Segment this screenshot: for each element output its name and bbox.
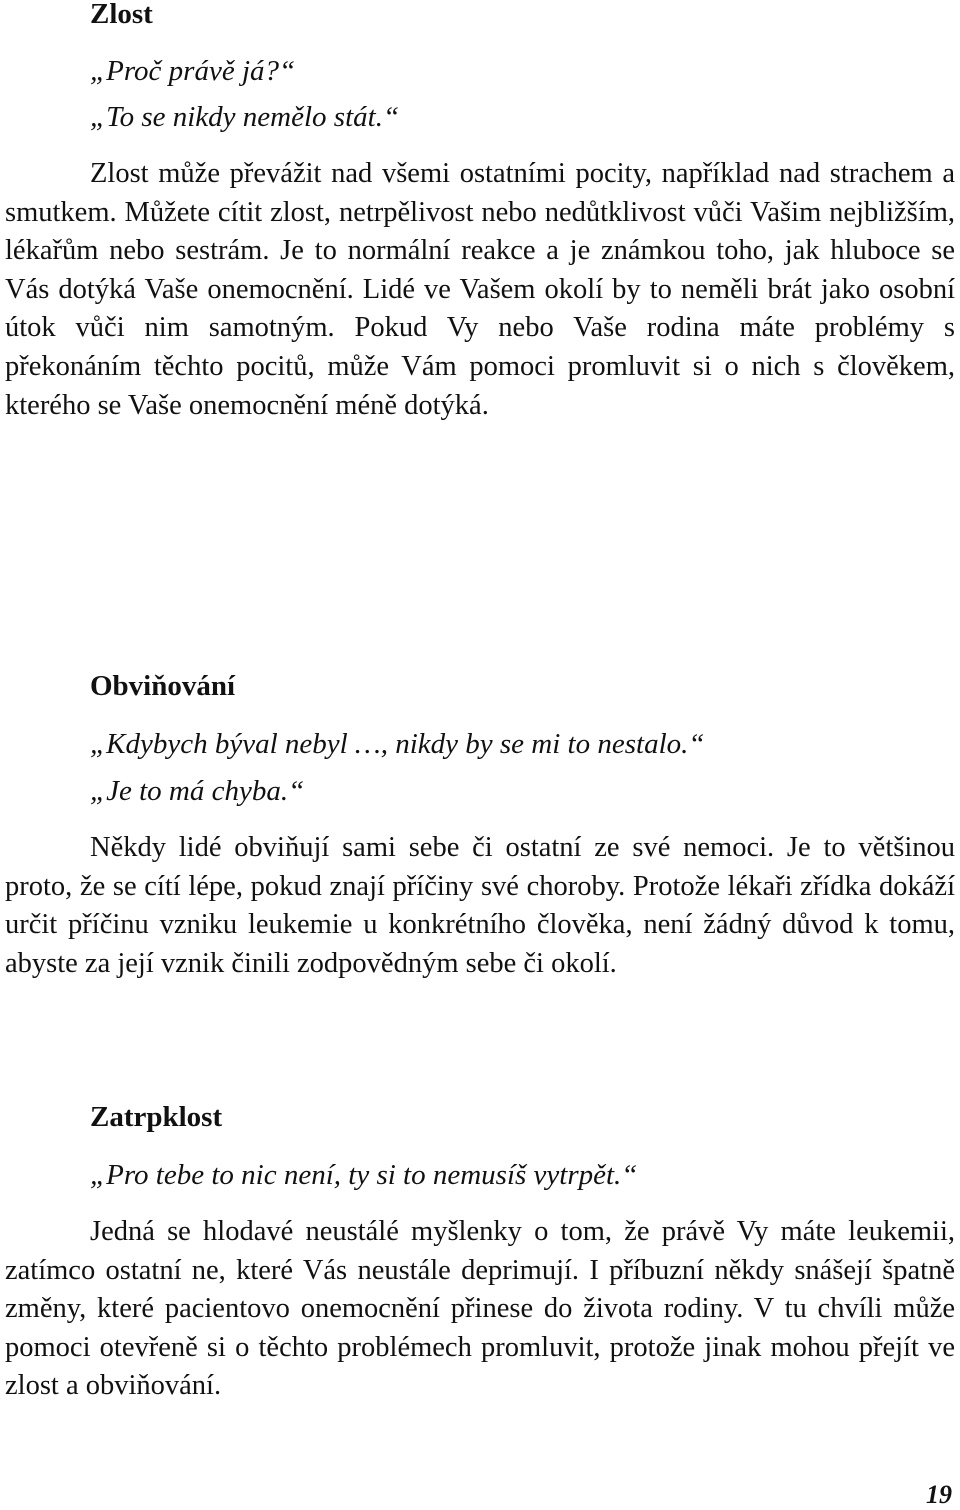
section-heading-zlost: Zlost	[90, 0, 153, 30]
section-heading-zatrpklost: Zatrpklost	[90, 1101, 223, 1133]
paragraph-zatrpklost: Jedná se hlodavé neustálé myšlenky o tom, že právě Vy máte leukemii, zatímco ostatní ne, které Vás neustále deprimují. I příbuzní někdy snášejí špatně změny, které pacientovo onemocnění přinese do života rodiny. V tu chvíli může pomoci otevřeně si o těchto problémech promluvit, protože jinak mohou přejít ve zlost a obviňování.	[5, 1216, 955, 1402]
quote-proc-prave-ja: „Proč právě já?“	[90, 55, 296, 87]
quote-nikdy-nemelo-stat: „To se nikdy nemělo stát.“	[90, 101, 400, 133]
section-heading-obvinovani: Obviňování	[90, 670, 236, 702]
quote-kdybych-byval: „Kdybych býval nebyl …, nikdy by se mi to nestalo.“	[90, 728, 705, 760]
quote-ma-chyba: „Je to má chyba.“	[90, 775, 305, 807]
page-number: 19	[926, 1480, 952, 1509]
paragraph-obvinovani: Někdy lidé obviňují sami sebe či ostatní ze své nemoci. Je to většinou proto, že se cítí lépe, pokud znají příčiny své choroby. Protože lékaři zřídka dokáží určit příčinu vzniku leukemie u konkrétního člověka, není žádný důvod k tomu, abyste za její vznik činili zodpovědným sebe či okolí.	[5, 832, 955, 979]
quote-pro-tebe: „Pro tebe to nic není, ty si to nemusíš vytrpět.“	[90, 1159, 638, 1191]
paragraph-zlost: Zlost může převážit nad všemi ostatními pocity, například nad strachem a smutkem. Můžete cítit zlost, netrpělivost nebo nedůtklivost vůči Vašim nejbližším, lékařům nebo sestrám. Je to normální reakce a je známkou toho, jak hluboce se Vás dotýká Vaše onemocnění. Lidé ve Vašem okolí by to neměli brát jako osobní útok vůči nim samotným. Pokud Vy nebo Vaše rodina máte problémy s překonáním těchto pocitů, může Vám pomoci promluvit si o nich s člověkem, kterého se Vaše onemocnění méně dotýká.	[5, 158, 955, 421]
